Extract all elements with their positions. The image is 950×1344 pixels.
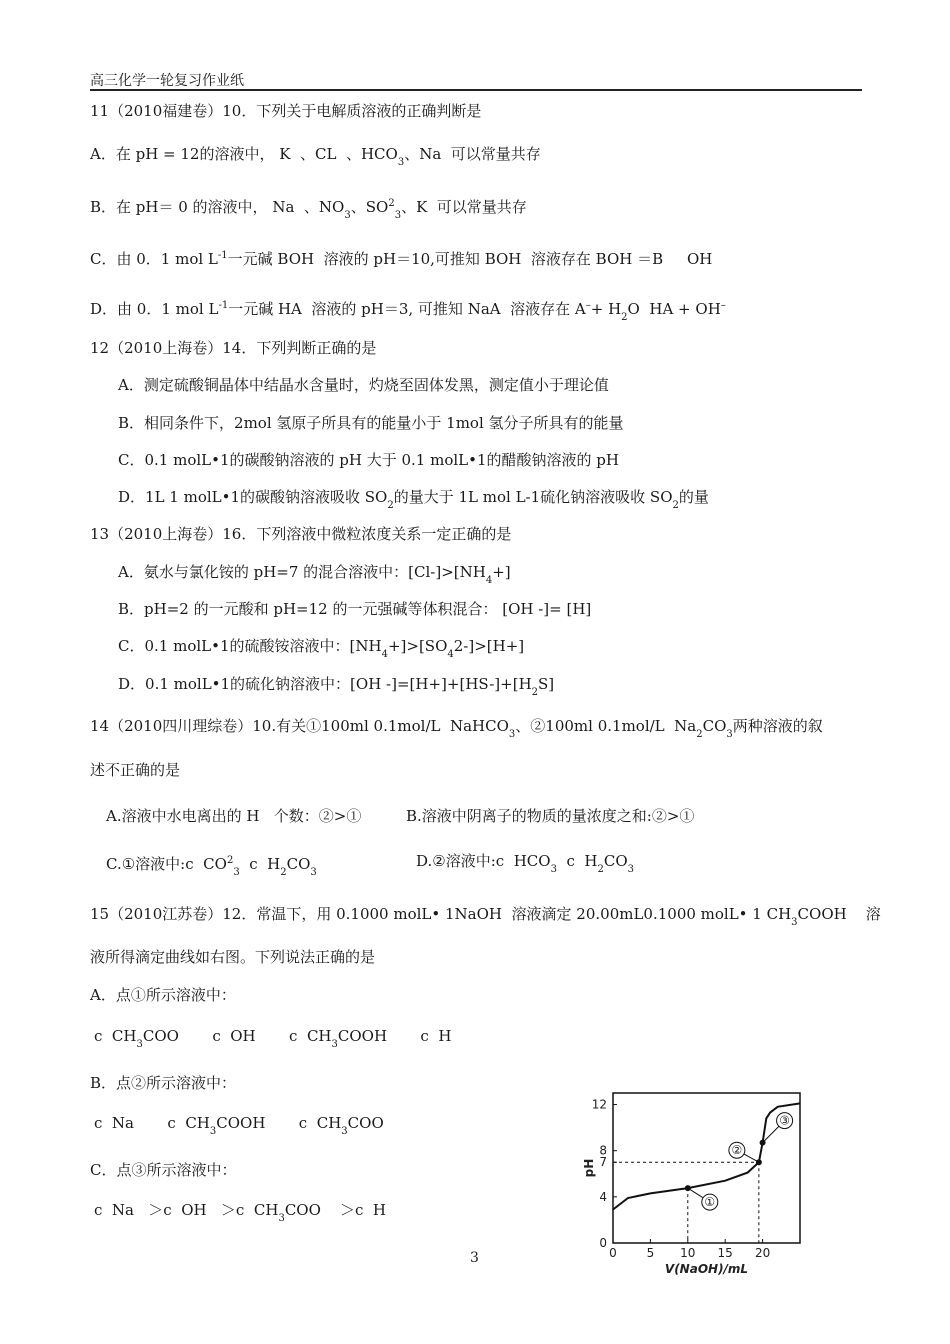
q11-option-d: D．由 0．1 mol $L^{-1}$一元碱 HA 溶液的 pH＝3, 可推知 NaA 溶液存在 $A^-+ H_2O$ HA + OH–	[90, 300, 726, 323]
origin-label: 0	[599, 1236, 607, 1250]
q15-stem: 15（2010江苏卷）12．常温下，用 0.1000 molL• 1NaOH 溶液滴定 20.00mL0.1000 molL• 1 $CH_3COOH$ 溶	[90, 905, 881, 928]
q14-option-d: D.②溶液中:c $HCO_3$ c $H_2CO_3$	[416, 852, 635, 875]
q15-option-b-expr: c Na c $CH_3COOH$ c $CH_3COO$	[94, 1114, 384, 1137]
y-tick-label: 4	[599, 1189, 607, 1204]
q11-option-c: C．由 0．1 mol $L^{-1}$一元碱 BOH 溶液的 pH＝10,可推知 BOH 溶液存在 BOH ＝B OH	[90, 250, 713, 268]
q11-stem: 11（2010福建卷）10．下列关于电解质溶液的正确判断是	[90, 102, 482, 120]
q13-option-d: D．0.1 molL•1的硫化钠溶液中：[OH $-]=[H+]+[HS-]+[H_2S]$	[118, 675, 555, 698]
point-label: ③	[779, 1113, 790, 1128]
chart-series-line	[613, 1103, 800, 1209]
y-tick-label: 7	[599, 1155, 607, 1170]
q12-option-c: C．0.1 molL•1的碳酸钠溶液的 pH 大于 0.1 molL•1的醋酸钠溶液的 pH	[118, 451, 619, 469]
chart-axes	[613, 1093, 800, 1243]
page-number: 3	[470, 1250, 479, 1266]
x-tick-label: 15	[717, 1246, 733, 1260]
header-rule	[90, 89, 862, 91]
q13-option-b: B．pH=2 的一元酸和 pH=12 的一元强碱等体积混合： [OH -]= [H]	[118, 600, 592, 618]
chart-guides	[613, 1162, 759, 1243]
q14-option-a: A.溶液中水电离出的 H 个数：②>①	[106, 807, 362, 825]
point-label: ②	[731, 1143, 743, 1158]
chart-ticks	[592, 1098, 771, 1260]
plot-frame	[613, 1093, 800, 1243]
x-tick-label: 0	[609, 1246, 617, 1260]
q14-stem-cont: 述不正确的是	[90, 761, 181, 779]
chart-y-label: pH	[582, 1158, 596, 1178]
titration-curve-chart	[582, 1085, 810, 1276]
header-title: 高三化学一轮复习作业纸	[90, 73, 244, 89]
q15-option-a: A．点①所示溶液中：	[90, 986, 236, 1004]
q15-option-b: B．点②所示溶液中：	[90, 1074, 237, 1092]
q12-option-d: D．1L 1 molL•1的碳酸钠溶液吸收 $SO_2$的量大于 1L mol L-1硫化钠溶液吸收 $SO_2$的量	[118, 488, 709, 511]
y-tick-label: 12	[591, 1097, 607, 1112]
q12-option-b: B．相同条件下，2mol 氢原子所具有的能量小于 1mol 氢分子所具有的能量	[118, 414, 624, 432]
x-tick-label: 20	[754, 1246, 771, 1260]
q14-stem: 14（2010四川理综卷）10.有关①100ml 0.1mol/L NaHCO$_3$、②100ml 0.1mol/L $Na_2CO_3$两种溶液的叙	[90, 717, 823, 740]
q12-stem: 12（2010上海卷）14．下列判断正确的是	[90, 339, 377, 357]
q15-option-c-expr: c Na ＞c OH ＞c $CH_3COO$ ＞c H	[94, 1201, 386, 1224]
q13-stem: 13（2010上海卷）16．下列溶液中微粒浓度关系一定正确的是	[90, 525, 512, 543]
x-tick-label: 5	[646, 1246, 655, 1260]
q11-option-b: B．在 pH＝ 0 的溶液中， Na 、$NO_3$、$SO^2_3$、K 可以常量共存	[90, 198, 527, 221]
q15-option-a-expr: c $CH_3COO$ c OH c $CH_3COOH$ c H	[94, 1027, 452, 1050]
chart-points	[685, 1113, 793, 1210]
y-tick-label: 8	[599, 1143, 607, 1158]
q14-option-c: C.①溶液中:c $CO^2_3$ c $H_2CO_3$	[106, 855, 317, 878]
q13-option-a: A．氨水与氯化铵的 pH=7 的混合溶液中：$[Cl-]>[NH_4+]$	[118, 563, 511, 586]
x-tick-label: 10	[680, 1246, 696, 1260]
q12-option-a: A．测定硫酸铜晶体中结晶水含量时，灼烧至固体发黑，测定值小于理论值	[118, 376, 609, 394]
q13-option-c: C．0.1 molL•1的硫酸铵溶液中：$[NH_4+]>[SO_42-]>[H+]$	[118, 637, 525, 660]
q11-option-a: A．在 pH = 12的溶液中， K 、CL 、$HCO_3$、Na 可以常量共存	[90, 145, 541, 168]
data-point	[685, 1185, 691, 1191]
chart-x-label: V(NaOH)/mL	[664, 1262, 749, 1276]
q14-option-b: B.溶液中阴离子的物质的量浓度之和:②>①	[406, 807, 695, 825]
q15-option-c: C．点③所示溶液中：	[90, 1161, 237, 1179]
point-label: ①	[704, 1195, 716, 1210]
q15-stem-cont: 液所得滴定曲线如右图。下列说法正确的是	[90, 948, 376, 966]
